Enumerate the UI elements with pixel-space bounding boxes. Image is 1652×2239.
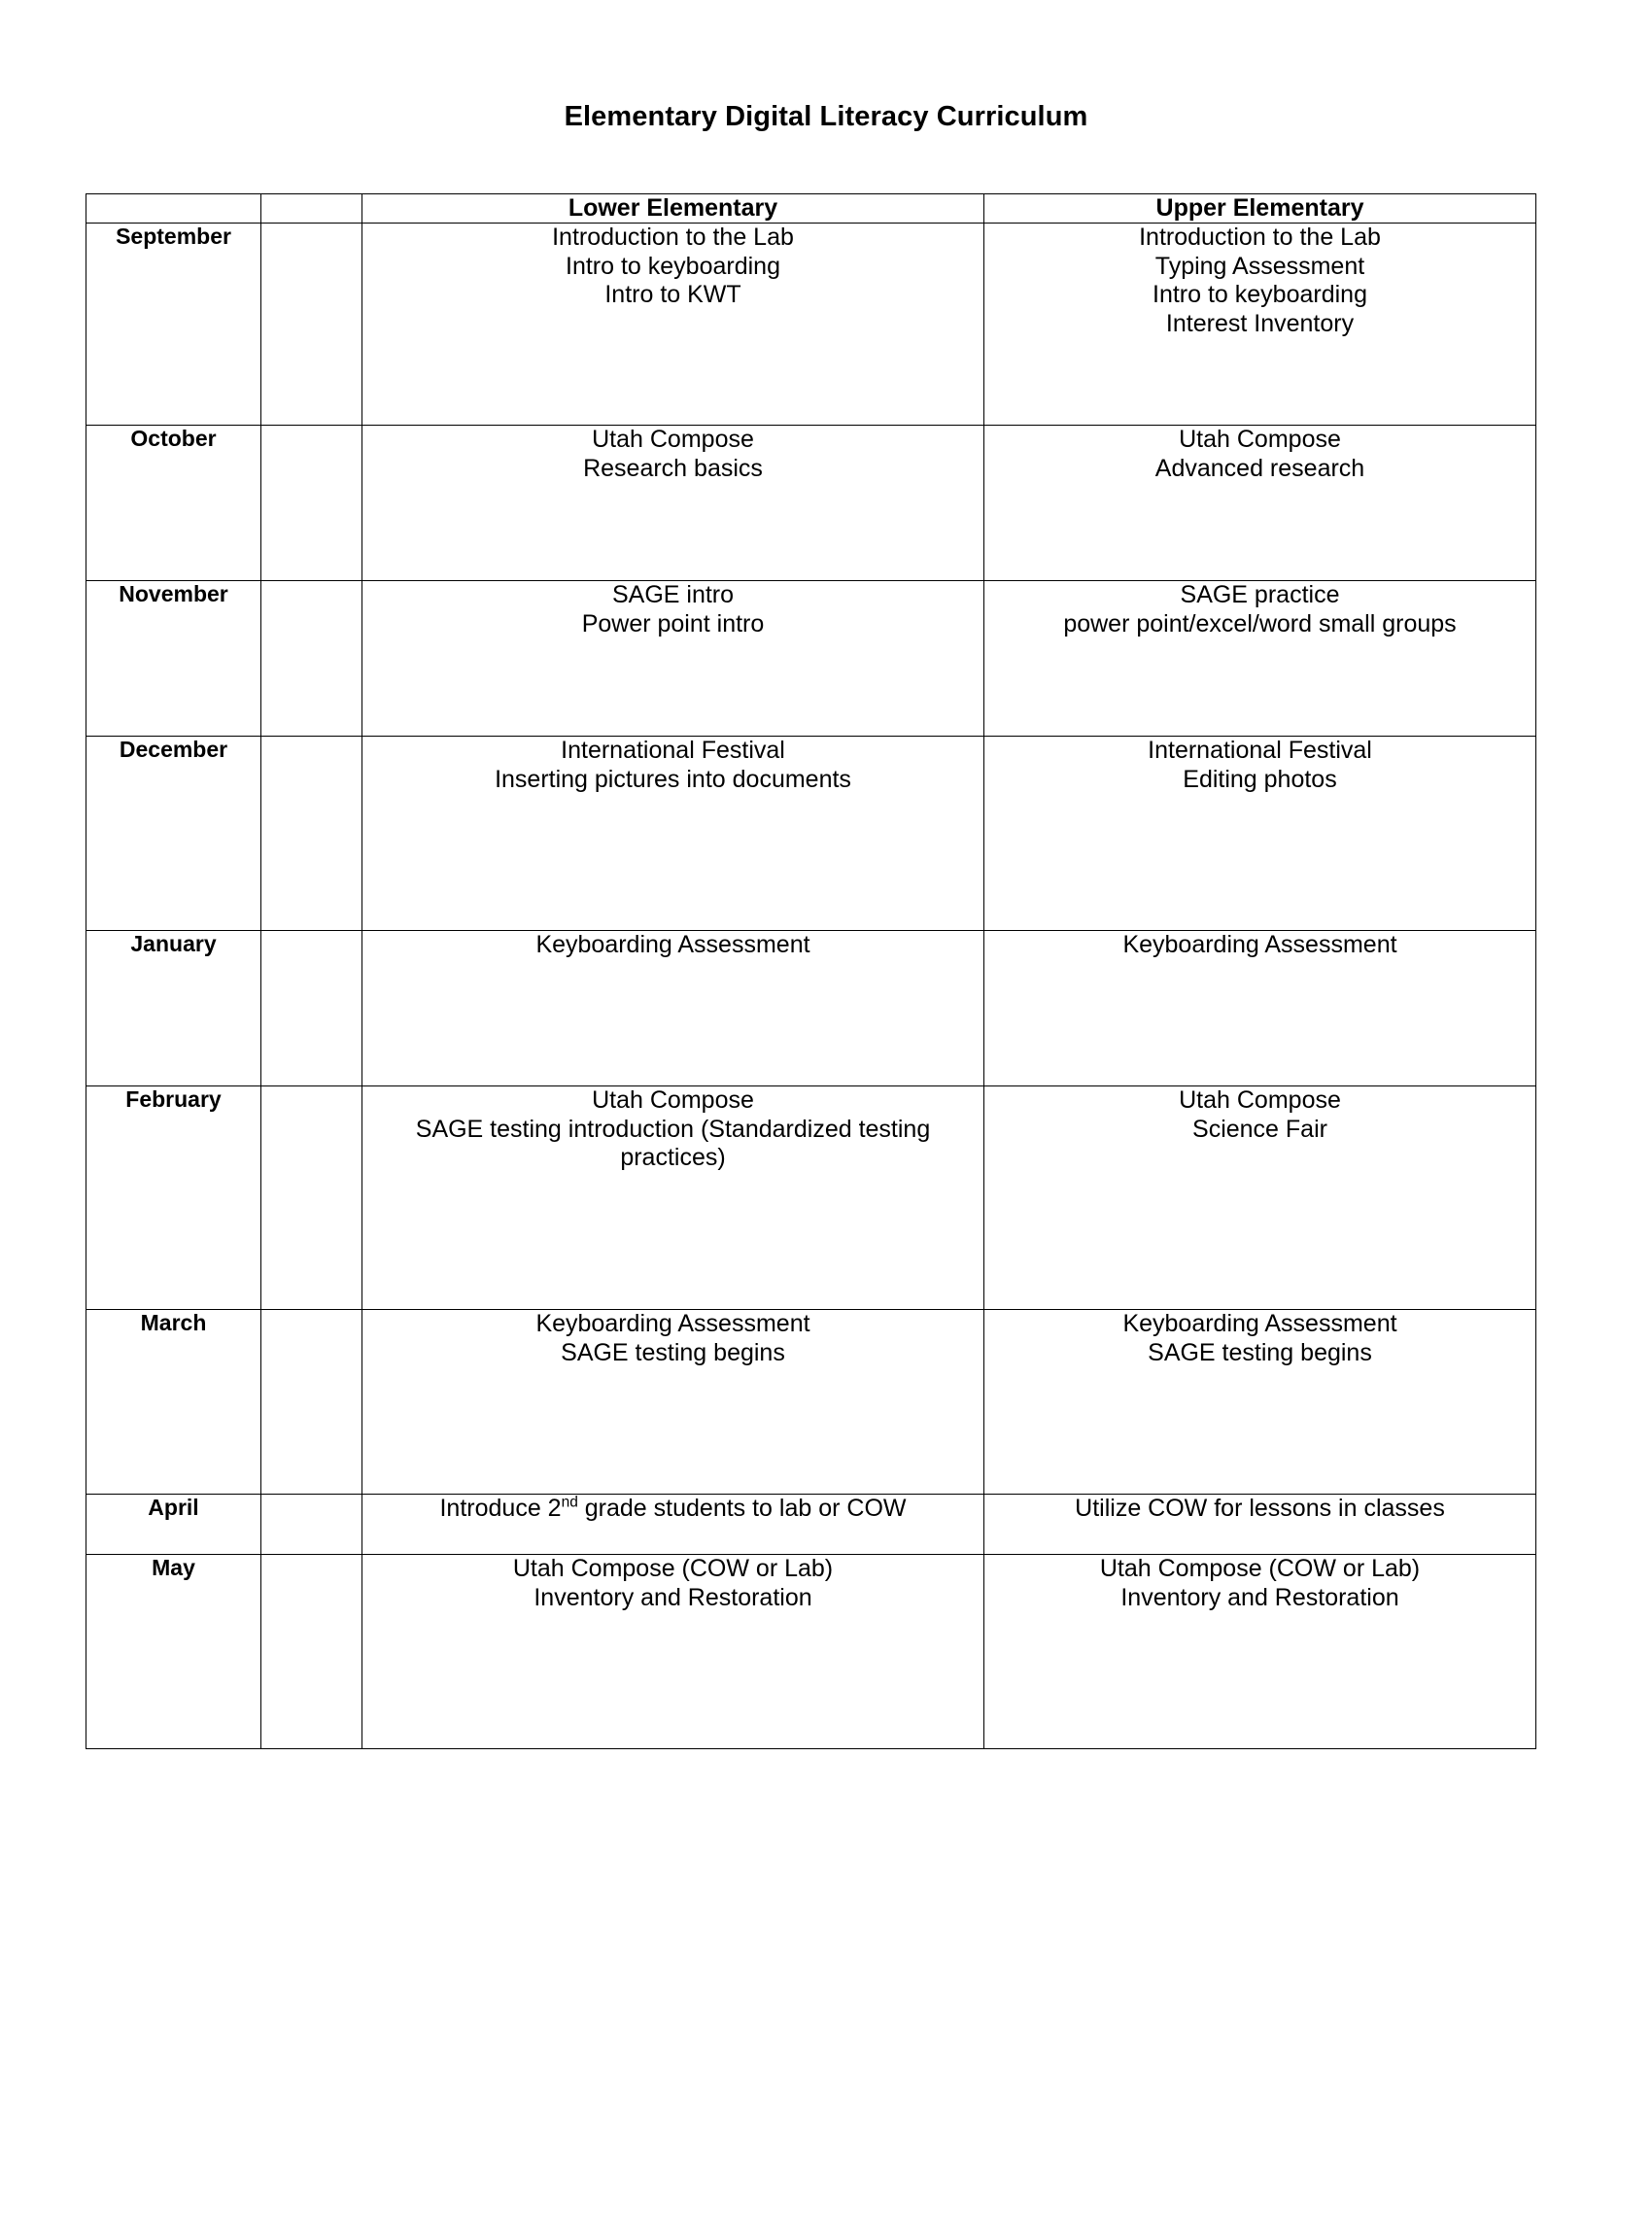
month-label: March bbox=[86, 1310, 261, 1495]
spacer-cell bbox=[261, 737, 362, 931]
spacer-cell bbox=[261, 1086, 362, 1310]
column-header-blank bbox=[261, 194, 362, 224]
table-row bbox=[86, 1310, 1536, 1495]
cell-line: Research basics bbox=[583, 454, 763, 482]
document-page bbox=[0, 101, 1652, 2239]
cell-line: Intro to KWT bbox=[604, 281, 741, 308]
spacer-cell bbox=[261, 1555, 362, 1749]
cell-line: SAGE practice bbox=[1180, 581, 1340, 608]
column-header-lower-elementary: Lower Elementary bbox=[362, 194, 984, 224]
lower-elementary-cell bbox=[362, 1086, 984, 1310]
cell-line: Utah Compose bbox=[1179, 1086, 1341, 1114]
spacer-cell bbox=[261, 581, 362, 737]
cell-line: Power point intro bbox=[581, 609, 765, 637]
table-header-row bbox=[86, 194, 1536, 224]
cell-line: Introduction to the Lab bbox=[552, 224, 794, 251]
table-row bbox=[86, 931, 1536, 1086]
lower-elementary-cell bbox=[362, 1555, 984, 1749]
upper-elementary-cell bbox=[984, 224, 1536, 426]
cell-line: Science Fair bbox=[1192, 1115, 1327, 1143]
lower-elementary-cell bbox=[362, 581, 984, 737]
month-label: December bbox=[86, 737, 261, 931]
month-label: February bbox=[86, 1086, 261, 1310]
curriculum-table bbox=[86, 193, 1536, 1749]
column-header-upper-elementary: Upper Elementary bbox=[984, 194, 1536, 224]
cell-line: Advanced research bbox=[1154, 454, 1365, 482]
table-body bbox=[86, 224, 1536, 1749]
month-label: November bbox=[86, 581, 261, 737]
cell-line: Utilize COW for lessons in classes bbox=[1075, 1495, 1445, 1522]
month-label: January bbox=[86, 931, 261, 1086]
lower-elementary-cell bbox=[362, 426, 984, 581]
cell-line: SAGE intro bbox=[611, 581, 735, 608]
cell-line: International Festival bbox=[1148, 737, 1372, 764]
cell-line: Introduction to the Lab bbox=[1139, 224, 1381, 251]
cell-line: SAGE testing begins bbox=[1148, 1338, 1372, 1366]
spacer-cell bbox=[261, 931, 362, 1086]
cell-line: Utah Compose bbox=[592, 1086, 754, 1114]
upper-elementary-cell bbox=[984, 426, 1536, 581]
lower-elementary-cell bbox=[362, 1310, 984, 1495]
cell-line: Editing photos bbox=[1183, 765, 1337, 793]
cell-line: Keyboarding Assessment bbox=[535, 931, 810, 958]
lower-elementary-cell bbox=[362, 737, 984, 931]
cell-line: Inserting pictures into documents bbox=[495, 765, 851, 793]
cell-line: Utah Compose (COW or Lab) bbox=[1099, 1555, 1421, 1582]
spacer-cell bbox=[261, 224, 362, 426]
cell-line: Inventory and Restoration bbox=[1120, 1583, 1399, 1611]
month-label: October bbox=[86, 426, 261, 581]
spacer-cell bbox=[261, 1310, 362, 1495]
cell-line: Introduce 2nd grade students to lab or COW bbox=[439, 1494, 907, 1522]
page-title: Elementary Digital Literacy Curriculum bbox=[564, 101, 1088, 132]
month-label: April bbox=[86, 1495, 261, 1555]
upper-elementary-cell bbox=[984, 1555, 1536, 1749]
spacer-cell bbox=[261, 1495, 362, 1555]
lower-elementary-cell bbox=[362, 224, 984, 426]
upper-elementary-cell bbox=[984, 1495, 1536, 1555]
cell-line: SAGE testing begins bbox=[561, 1338, 785, 1366]
upper-elementary-cell bbox=[984, 737, 1536, 931]
cell-line: SAGE testing introduction (Standardized testing practices) bbox=[415, 1115, 931, 1171]
table-row bbox=[86, 1086, 1536, 1310]
cell-line: Inventory and Restoration bbox=[533, 1583, 812, 1611]
cell-line: International Festival bbox=[561, 737, 785, 764]
month-label: May bbox=[86, 1555, 261, 1749]
table-row bbox=[86, 581, 1536, 737]
cell-line: Utah Compose bbox=[592, 426, 754, 453]
upper-elementary-cell bbox=[984, 581, 1536, 737]
lower-elementary-cell bbox=[362, 931, 984, 1086]
cell-line: Intro to keyboarding bbox=[566, 252, 780, 280]
cell-line: power point/excel/word small groups bbox=[1063, 609, 1457, 637]
lower-elementary-cell bbox=[362, 1495, 984, 1555]
upper-elementary-cell bbox=[984, 931, 1536, 1086]
column-header-month bbox=[86, 194, 261, 224]
table-row bbox=[86, 1495, 1536, 1555]
cell-line: Keyboarding Assessment bbox=[1122, 1310, 1397, 1337]
upper-elementary-cell bbox=[984, 1086, 1536, 1310]
spacer-cell bbox=[261, 426, 362, 581]
cell-line: Intro to keyboarding bbox=[1153, 281, 1367, 308]
cell-line: Keyboarding Assessment bbox=[535, 1310, 810, 1337]
table-row bbox=[86, 737, 1536, 931]
table-row bbox=[86, 224, 1536, 426]
month-label: September bbox=[86, 224, 261, 426]
cell-line: Interest Inventory bbox=[1165, 309, 1355, 337]
cell-line: Utah Compose bbox=[1179, 426, 1341, 453]
cell-line: Keyboarding Assessment bbox=[1122, 931, 1397, 958]
table-row bbox=[86, 1555, 1536, 1749]
upper-elementary-cell bbox=[984, 1310, 1536, 1495]
cell-line: Utah Compose (COW or Lab) bbox=[512, 1555, 834, 1582]
cell-line: Typing Assessment bbox=[1154, 252, 1365, 280]
table-row bbox=[86, 426, 1536, 581]
